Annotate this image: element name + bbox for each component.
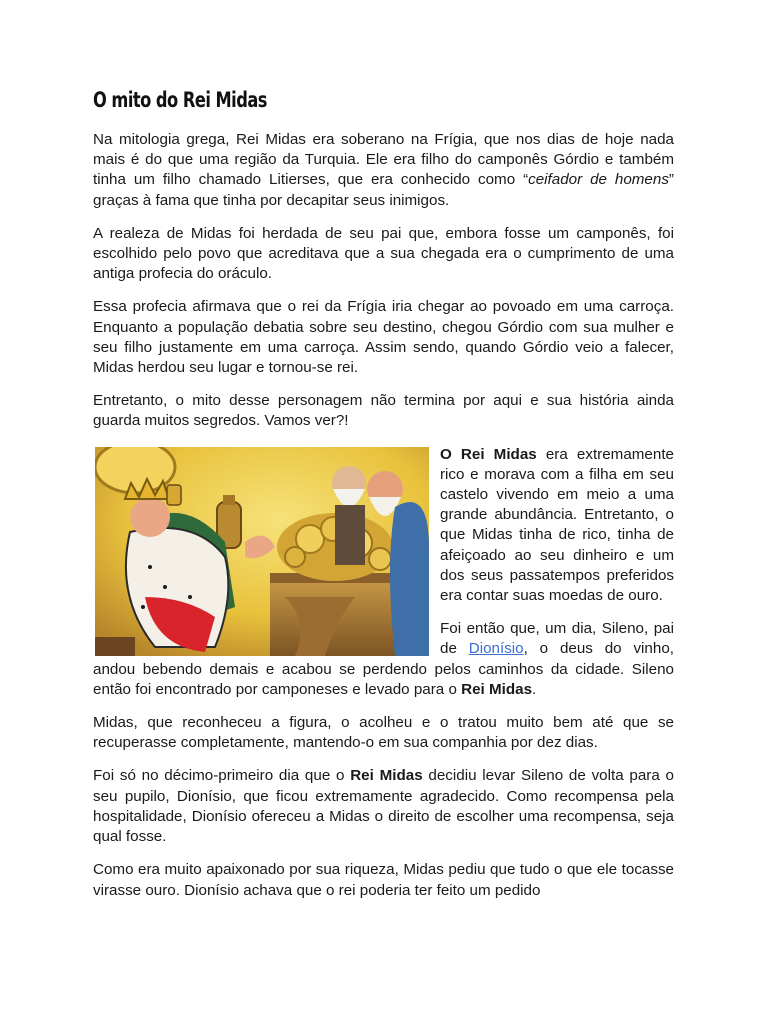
king-midas-illustration — [95, 447, 429, 656]
paragraph-8 — [93, 766, 674, 847]
paragraph-5-bold: O Rei Midas — [440, 445, 537, 463]
paragraph-1-text-end: ” graças à fama que tinha por decapitar seus inimigos. — [93, 171, 674, 209]
paragraph-4: Entretanto, o mito desse personagem não termina por aqui e sua história ainda guarda muitos segredos. Vamos ver?! — [93, 392, 674, 430]
page-title: O mito do Rei Midas — [93, 88, 267, 112]
paragraph-8-text: Foi só no décimo-primeiro dia que o — [93, 767, 351, 785]
paragraph-9: Como era muito apaixonado por sua riqueza, Midas pediu que tudo o que ele tocasse virasse ouro. Dionísio achava que o rei poderia ter feito um pedido — [93, 861, 674, 899]
paragraph-6-bold: Rei Midas — [461, 680, 533, 698]
paragraph-6-text: Foi então que, um dia, Sileno, pai de — [440, 620, 674, 658]
paragraph-6-text-mid: , o deus do vinho, andou bebendo demais e acabou se perdendo pelos caminhos da cidade. Sileno então foi encontrado por camponeses e levado para o — [93, 640, 674, 698]
paragraph-6-text-end: . — [532, 680, 537, 698]
paragraph-1 — [93, 130, 674, 211]
paragraph-5-text: era extremamente rico e morava com a filha em seu castelo vivendo em meio a uma grande abundância. Entretanto, o que Midas tinha de rico, tinha de afeiçoado ao seu dinheiro e um dos seus passatempos preferidos era contar suas moedas de ouro. — [440, 445, 674, 605]
paragraph-7: Midas, que reconheceu a figura, o acolheu e o tratou muito bem até que se recuperasse completamente, mantendo-o em sua companhia por dez dias. — [93, 714, 674, 752]
paragraph-1-text: Na mitologia grega, Rei Midas era soberano na Frígia, que nos dias de hoje nada mais é do que uma região da Turquia. Ele era filho do camponês Górdio e também tinha um filho chamado Litierses, que era conhecido como “ — [93, 131, 674, 189]
paragraph-8-text-end: decidiu levar Sileno de volta para o seu pupilo, Dionísio, que ficou extremamente agradecido. Como recompensa pela hospitalidade, Dionísio ofereceu a Midas o direito de escolher uma recompensa, seja qual fosse. — [93, 767, 674, 846]
document-page — [93, 88, 674, 914]
paragraph-1-emphasis: ceifador de homens — [528, 171, 669, 189]
paragraph-2: A realeza de Midas foi herdada de seu pai que, embora fosse um camponês, foi escolhido pelo povo que acreditava que a sua chegada era o cumprimento de uma antiga profecia do oráculo. — [93, 224, 674, 283]
paragraph-3: Essa profecia afirmava que o rei da Frígia iria chegar ao povoado em uma carroça. Enquanto a população debatia sobre seu destino, chegou Górdio com sua mulher e seu filho justamente em uma carroça. Assim sendo, quando Górdio veio a falecer, Midas herdou seu lugar e tornou-se rei. — [93, 298, 674, 377]
dionisio-link[interactable]: Dionísio — [468, 640, 524, 658]
paragraph-8-bold: Rei Midas — [350, 767, 423, 785]
